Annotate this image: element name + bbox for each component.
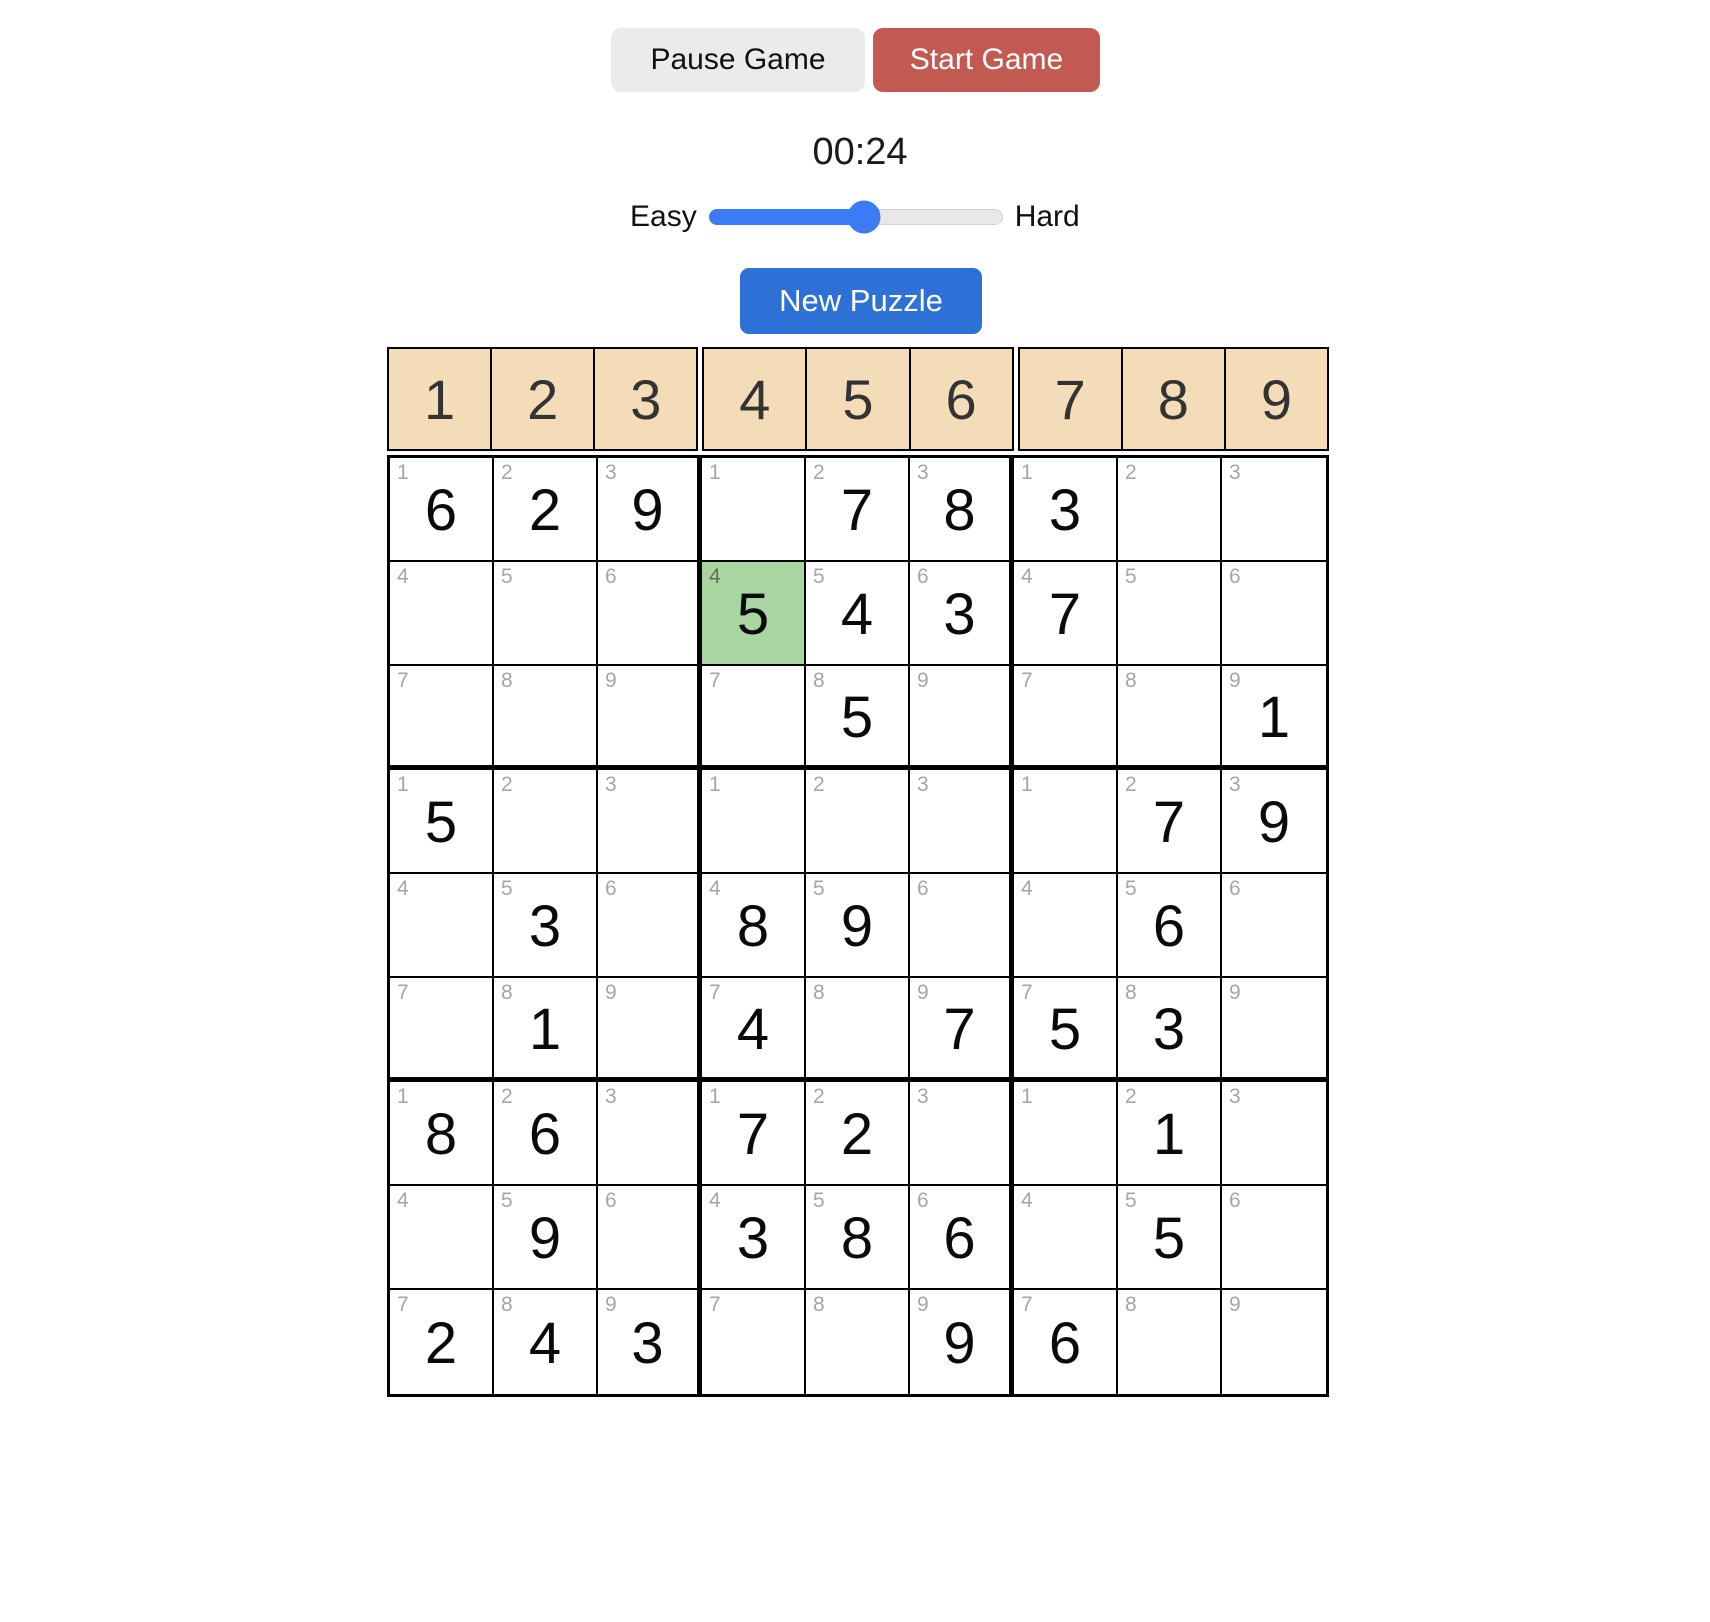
cell-corner-hint: 4 (709, 565, 721, 588)
column-header: 9 (1224, 347, 1329, 451)
cell-value: 9 (631, 478, 664, 543)
cell-corner-hint: 9 (605, 981, 617, 1004)
cell-value: 5 (736, 582, 770, 647)
sudoku-board (387, 455, 1329, 1397)
sudoku-cell[interactable] (1222, 1290, 1326, 1394)
sudoku-cell[interactable] (910, 1082, 1014, 1186)
sudoku-cell[interactable] (806, 1290, 910, 1394)
sudoku-cell[interactable] (598, 1082, 702, 1186)
sudoku-cell[interactable] (1222, 874, 1326, 978)
cell-corner-hint: 5 (1125, 565, 1137, 588)
cell-corner-hint: 5 (813, 877, 825, 900)
sudoku-cell[interactable] (494, 666, 598, 770)
cell-corner-hint: 6 (605, 1189, 617, 1212)
game-timer: 00:24 (812, 131, 908, 173)
cell-corner-hint: 7 (1021, 981, 1033, 1004)
cell-value: 5 (1048, 996, 1082, 1062)
sudoku-cell[interactable] (494, 1082, 598, 1186)
sudoku-cell[interactable] (390, 1290, 494, 1394)
cell-corner-hint: 4 (397, 877, 409, 900)
cell-corner-hint: 7 (709, 981, 721, 1004)
cell-value: 8 (736, 894, 770, 959)
sudoku-cell[interactable] (1014, 770, 1118, 874)
sudoku-cell[interactable] (702, 1290, 806, 1394)
cell-corner-hint: 3 (605, 1085, 617, 1108)
sudoku-cell[interactable] (702, 458, 806, 562)
cell-value: 2 (424, 1311, 458, 1376)
cell-corner-hint: 9 (917, 1293, 929, 1316)
cell-value: 9 (943, 1311, 976, 1376)
sudoku-cell[interactable] (598, 562, 702, 666)
cell-corner-hint: 9 (605, 669, 617, 692)
sudoku-cell[interactable] (494, 874, 598, 978)
sudoku-cell[interactable] (1222, 978, 1326, 1082)
cell-value: 9 (528, 1206, 562, 1271)
cell-corner-hint: 2 (813, 773, 825, 796)
sudoku-cell[interactable] (390, 458, 494, 562)
cell-corner-hint: 5 (1125, 877, 1137, 900)
sudoku-cell[interactable] (702, 1186, 806, 1290)
cell-corner-hint: 1 (1021, 461, 1033, 484)
cell-corner-hint: 4 (397, 565, 409, 588)
sudoku-cell[interactable] (494, 1186, 598, 1290)
cell-corner-hint: 7 (1021, 1293, 1033, 1316)
sudoku-cell[interactable] (1014, 666, 1118, 770)
cell-corner-hint: 6 (1229, 877, 1241, 900)
sudoku-cell[interactable] (1118, 458, 1222, 562)
sudoku-board-area (387, 347, 1329, 1397)
cell-corner-hint: 8 (501, 669, 513, 692)
cell-value: 5 (424, 790, 458, 855)
cell-corner-hint: 5 (813, 565, 825, 588)
board-column-headers (387, 347, 1329, 451)
cell-value: 4 (736, 996, 770, 1062)
sudoku-cell[interactable] (494, 978, 598, 1082)
cell-corner-hint: 2 (813, 461, 825, 484)
cell-corner-hint: 1 (397, 1085, 409, 1108)
cell-corner-hint: 5 (1125, 1189, 1137, 1212)
slider-thumb[interactable] (848, 201, 881, 234)
cell-value: 4 (528, 1311, 562, 1376)
cell-corner-hint: 1 (1021, 1085, 1033, 1108)
sudoku-cell[interactable] (1222, 1186, 1326, 1290)
cell-value: 2 (840, 1102, 874, 1167)
cell-value: 3 (1048, 478, 1082, 543)
sudoku-cell[interactable] (1222, 770, 1326, 874)
sudoku-cell[interactable] (702, 666, 806, 770)
cell-corner-hint: 6 (605, 877, 617, 900)
sudoku-cell[interactable] (1118, 770, 1222, 874)
cell-corner-hint: 9 (917, 669, 929, 692)
cell-corner-hint: 9 (917, 981, 929, 1004)
cell-corner-hint: 7 (709, 669, 721, 692)
sudoku-cell[interactable] (390, 1082, 494, 1186)
cell-value: 6 (1048, 1311, 1082, 1376)
cell-corner-hint: 6 (917, 877, 929, 900)
sudoku-cell[interactable] (702, 1082, 806, 1186)
sudoku-cell[interactable] (598, 1290, 702, 1394)
cell-corner-hint: 6 (1229, 1189, 1241, 1212)
sudoku-cell[interactable] (910, 874, 1014, 978)
sudoku-cell[interactable] (1118, 1186, 1222, 1290)
sudoku-cell[interactable] (390, 1186, 494, 1290)
cell-value: 1 (528, 996, 562, 1062)
cell-corner-hint: 7 (397, 669, 409, 692)
column-header: 3 (593, 347, 698, 451)
sudoku-cell[interactable] (598, 1186, 702, 1290)
cell-corner-hint: 3 (605, 773, 617, 796)
cell-corner-hint: 4 (397, 1189, 409, 1212)
cell-value: 8 (840, 1206, 874, 1271)
sudoku-cell[interactable] (806, 978, 910, 1082)
cell-value: 6 (424, 478, 458, 543)
sudoku-cell[interactable] (1014, 458, 1118, 562)
cell-corner-hint: 3 (1229, 461, 1241, 484)
sudoku-cell[interactable] (910, 770, 1014, 874)
cell-corner-hint: 1 (1021, 773, 1033, 796)
slider-label-easy: Easy (630, 200, 697, 233)
cell-corner-hint: 3 (1229, 773, 1241, 796)
cell-value: 3 (736, 1206, 770, 1271)
sudoku-cell[interactable] (1118, 1082, 1222, 1186)
cell-value: 6 (528, 1102, 562, 1167)
sudoku-cell[interactable] (1014, 562, 1118, 666)
cell-value: 8 (424, 1102, 458, 1167)
cell-corner-hint: 8 (501, 1293, 513, 1316)
sudoku-cell[interactable] (702, 562, 806, 666)
cell-corner-hint: 8 (813, 669, 825, 692)
sudoku-cell[interactable] (806, 1186, 910, 1290)
column-header: 8 (1121, 347, 1226, 451)
sudoku-cell[interactable] (390, 874, 494, 978)
sudoku-cell[interactable] (598, 874, 702, 978)
sudoku-cell[interactable] (494, 770, 598, 874)
cell-value: 9 (1257, 790, 1291, 855)
cell-corner-hint: 5 (501, 1189, 513, 1212)
sudoku-cell[interactable] (702, 978, 806, 1082)
column-header: 1 (387, 347, 492, 451)
sudoku-cell[interactable] (1222, 458, 1326, 562)
sudoku-cell[interactable] (494, 1290, 598, 1394)
cell-corner-hint: 3 (1229, 1085, 1241, 1108)
cell-value: 7 (1048, 582, 1082, 647)
sudoku-cell[interactable] (598, 666, 702, 770)
sudoku-cell[interactable] (598, 458, 702, 562)
cell-corner-hint: 4 (709, 877, 721, 900)
cell-corner-hint: 9 (1229, 1293, 1241, 1316)
cell-corner-hint: 5 (501, 565, 513, 588)
sudoku-cell[interactable] (390, 666, 494, 770)
sudoku-cell[interactable] (806, 666, 910, 770)
cell-corner-hint: 1 (397, 461, 409, 484)
cell-corner-hint: 2 (501, 461, 513, 484)
cell-corner-hint: 3 (917, 1085, 929, 1108)
cell-corner-hint: 8 (1125, 1293, 1137, 1316)
cell-value: 5 (1152, 1206, 1186, 1271)
column-header: 2 (490, 347, 595, 451)
cell-corner-hint: 2 (813, 1085, 825, 1108)
sudoku-cell[interactable] (910, 458, 1014, 562)
cell-corner-hint: 4 (1021, 565, 1033, 588)
sudoku-cell[interactable] (390, 978, 494, 1082)
sudoku-cell[interactable] (702, 874, 806, 978)
cell-corner-hint: 4 (1021, 877, 1033, 900)
column-header: 4 (702, 347, 807, 451)
slider-fill (709, 209, 864, 225)
cell-corner-hint: 4 (1021, 1189, 1033, 1212)
sudoku-cell[interactable] (1222, 562, 1326, 666)
column-header: 7 (1018, 347, 1123, 451)
cell-value: 3 (943, 582, 976, 647)
sudoku-cell[interactable] (1014, 1290, 1118, 1394)
cell-corner-hint: 6 (917, 565, 929, 588)
sudoku-cell[interactable] (1014, 1082, 1118, 1186)
cell-corner-hint: 1 (709, 773, 721, 796)
cell-corner-hint: 5 (501, 877, 513, 900)
pause-game-button[interactable]: Pause Game (611, 28, 865, 92)
sudoku-cell[interactable] (390, 770, 494, 874)
cell-corner-hint: 2 (1125, 773, 1137, 796)
sudoku-cell[interactable] (598, 978, 702, 1082)
cell-corner-hint: 6 (1229, 565, 1241, 588)
sudoku-cell[interactable] (1118, 562, 1222, 666)
sudoku-cell[interactable] (806, 458, 910, 562)
cell-value: 7 (736, 1102, 770, 1167)
cell-value: 9 (840, 894, 874, 959)
cell-value: 8 (943, 478, 976, 543)
sudoku-cell[interactable] (910, 1186, 1014, 1290)
column-header: 6 (909, 347, 1014, 451)
sudoku-cell[interactable] (1222, 666, 1326, 770)
cell-corner-hint: 3 (917, 773, 929, 796)
cell-corner-hint: 8 (813, 981, 825, 1004)
sudoku-cell[interactable] (910, 978, 1014, 1082)
sudoku-cell[interactable] (1014, 1186, 1118, 1290)
new-puzzle-button[interactable]: New Puzzle (740, 268, 982, 334)
sudoku-cell[interactable] (806, 562, 910, 666)
sudoku-cell[interactable] (1014, 978, 1118, 1082)
cell-value: 7 (840, 478, 874, 543)
sudoku-cell[interactable] (1014, 874, 1118, 978)
cell-value: 3 (631, 1311, 664, 1376)
cell-corner-hint: 7 (397, 981, 409, 1004)
cell-value: 3 (1152, 996, 1186, 1062)
sudoku-cell[interactable] (1118, 874, 1222, 978)
cell-corner-hint: 8 (501, 981, 513, 1004)
sudoku-cell[interactable] (598, 770, 702, 874)
cell-corner-hint: 2 (501, 773, 513, 796)
cell-value: 7 (1152, 790, 1186, 855)
cell-corner-hint: 2 (1125, 1085, 1137, 1108)
cell-value: 6 (943, 1206, 976, 1271)
cell-corner-hint: 7 (709, 1293, 721, 1316)
sudoku-cell[interactable] (390, 562, 494, 666)
slider-label-hard: Hard (1014, 200, 1080, 233)
sudoku-cell[interactable] (910, 1290, 1014, 1394)
cell-corner-hint: 9 (1229, 669, 1241, 692)
cell-value: 1 (1152, 1102, 1186, 1167)
cell-corner-hint: 2 (501, 1085, 513, 1108)
column-header: 5 (805, 347, 910, 451)
cell-corner-hint: 4 (709, 1189, 721, 1212)
difficulty-control (630, 196, 1080, 238)
cell-corner-hint: 2 (1125, 461, 1137, 484)
difficulty-slider[interactable] (709, 209, 1003, 225)
cell-value: 6 (1152, 894, 1186, 959)
cell-corner-hint: 9 (1229, 981, 1241, 1004)
cell-corner-hint: 8 (1125, 981, 1137, 1004)
sudoku-cell[interactable] (1118, 978, 1222, 1082)
cell-value: 5 (840, 684, 874, 750)
sudoku-cell[interactable] (1118, 1290, 1222, 1394)
cell-corner-hint: 1 (397, 773, 409, 796)
sudoku-cell[interactable] (910, 666, 1014, 770)
cell-corner-hint: 6 (605, 565, 617, 588)
cell-value: 7 (943, 996, 976, 1062)
sudoku-cell[interactable] (806, 874, 910, 978)
sudoku-cell[interactable] (1222, 1082, 1326, 1186)
cell-value: 1 (1257, 684, 1291, 750)
cell-corner-hint: 1 (709, 1085, 721, 1108)
sudoku-cell[interactable] (494, 562, 598, 666)
sudoku-cell[interactable] (1118, 666, 1222, 770)
cell-corner-hint: 3 (917, 461, 929, 484)
cell-corner-hint: 7 (397, 1293, 409, 1316)
cell-corner-hint: 1 (709, 461, 721, 484)
cell-corner-hint: 7 (1021, 669, 1033, 692)
cell-value: 3 (528, 894, 562, 959)
start-game-button[interactable]: Start Game (873, 28, 1100, 92)
cell-corner-hint: 9 (605, 1293, 617, 1316)
cell-value: 4 (840, 582, 874, 647)
cell-corner-hint: 8 (1125, 669, 1137, 692)
sudoku-cell[interactable] (806, 770, 910, 874)
sudoku-cell[interactable] (702, 770, 806, 874)
cell-value: 2 (528, 478, 562, 543)
cell-corner-hint: 8 (813, 1293, 825, 1316)
sudoku-cell[interactable] (910, 562, 1014, 666)
sudoku-cell[interactable] (806, 1082, 910, 1186)
cell-corner-hint: 5 (813, 1189, 825, 1212)
sudoku-cell[interactable] (494, 458, 598, 562)
cell-corner-hint: 6 (917, 1189, 929, 1212)
cell-corner-hint: 3 (605, 461, 617, 484)
